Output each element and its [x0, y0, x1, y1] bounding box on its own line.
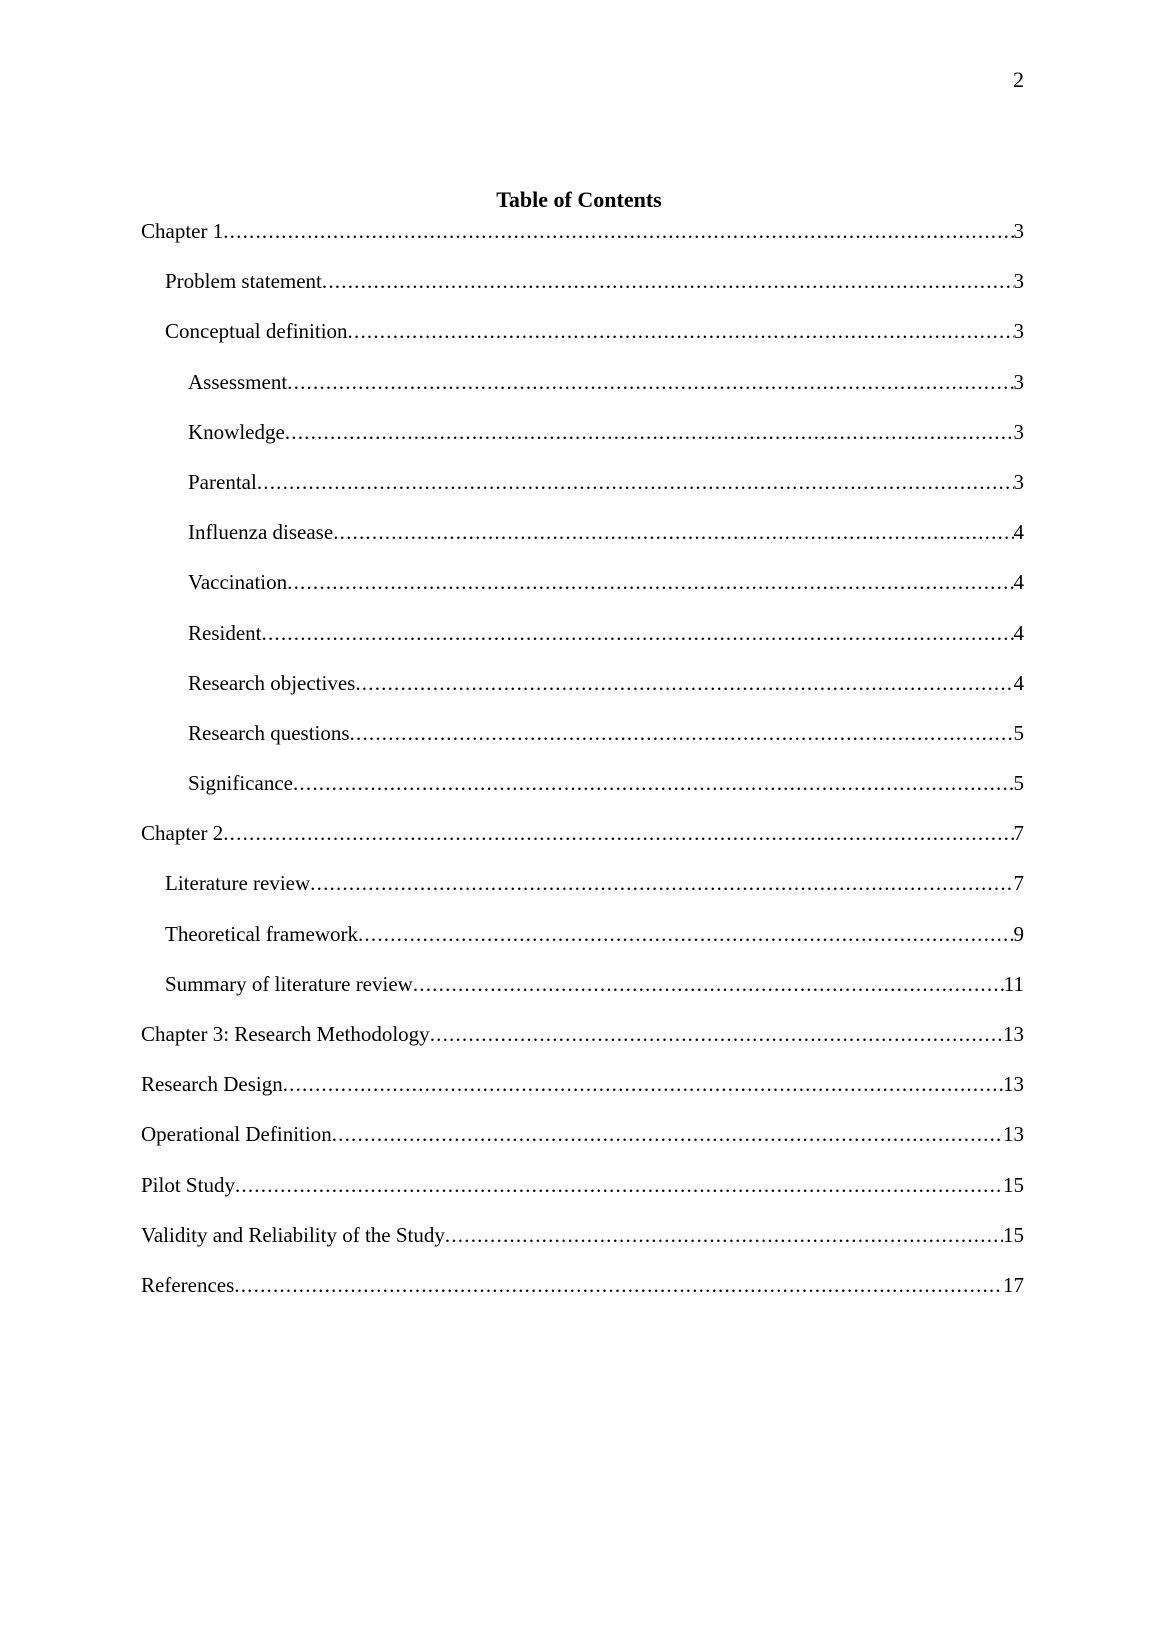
toc-entry-page: 13 [1003, 1022, 1024, 1046]
toc-entry-label: Significance [188, 771, 293, 796]
toc-dot-leader [310, 870, 1013, 896]
toc-entry-knowledge[interactable] [141, 419, 1024, 469]
toc-entry-label: Resident [188, 620, 262, 645]
toc-entry-label: Assessment [188, 369, 288, 394]
toc-entry-page: 4 [1013, 670, 1024, 695]
toc-dot-leader [293, 770, 1014, 796]
toc-entry-page: 7 [1013, 821, 1024, 846]
toc-entry-page: 5 [1013, 771, 1024, 796]
toc-entry-label: Operational Definition [141, 1122, 332, 1147]
toc-dot-leader [257, 469, 1014, 495]
toc-entry-pilot-study[interactable] [141, 1172, 1024, 1222]
toc-entry-chapter-2[interactable] [141, 820, 1024, 870]
toc-dot-leader [445, 1222, 1003, 1248]
toc-dot-leader [223, 820, 1013, 846]
toc-entry-research-objectives[interactable] [141, 670, 1024, 720]
toc-entry-label: Conceptual definition [165, 319, 348, 344]
toc-entry-label: Validity and Reliability of the Study [141, 1222, 445, 1247]
toc-entry-page: 3 [1013, 319, 1024, 344]
toc-entry-page: 17 [1003, 1272, 1024, 1297]
toc-entry-page: 5 [1013, 720, 1024, 745]
toc-entry-conceptual-definition[interactable] [141, 318, 1024, 368]
toc-dot-leader [285, 419, 1014, 445]
toc-entry-label: Problem statement [165, 269, 322, 294]
toc-dot-leader [348, 318, 1014, 344]
toc-dot-leader [413, 971, 1004, 997]
toc-entry-summary-of-literature-review[interactable] [141, 971, 1024, 1021]
toc-dot-leader [358, 921, 1014, 947]
toc-entry-chapter-1[interactable] [141, 218, 1024, 268]
toc-entry-label: Research objectives [188, 670, 356, 695]
toc-entry-influenza-disease[interactable] [141, 519, 1024, 569]
toc-entry-vaccination[interactable] [141, 569, 1024, 619]
toc-entry-page: 15 [1003, 1222, 1024, 1247]
toc-dot-leader [287, 369, 1013, 395]
toc-entry-resident[interactable] [141, 620, 1024, 670]
toc-dot-leader [332, 1121, 1003, 1147]
toc-entry-page: 3 [1013, 469, 1024, 494]
toc-entry-assessment[interactable] [141, 369, 1024, 419]
toc-entry-page: 4 [1013, 620, 1024, 645]
toc-entry-page: 4 [1013, 520, 1024, 545]
toc-entry-page: 9 [1013, 921, 1024, 946]
toc-dot-leader [322, 268, 1014, 294]
toc-entry-label: Influenza disease [188, 520, 334, 545]
toc-entry-page: 11 [1003, 971, 1024, 996]
toc-title: Table of Contents [496, 187, 662, 212]
toc-entry-problem-statement[interactable] [141, 268, 1024, 318]
toc-dot-leader [355, 670, 1013, 696]
toc-entry-literature-review[interactable] [141, 870, 1024, 920]
toc-entry-label: Summary of literature review [165, 971, 413, 996]
toc-entry-label: Chapter 1 [141, 219, 224, 243]
toc-entry-research-questions[interactable] [141, 720, 1024, 770]
toc-dot-leader [235, 1172, 1003, 1198]
toc-entry-page: 3 [1013, 269, 1024, 294]
toc-entry-page: 13 [1003, 1072, 1024, 1097]
toc-entry-label: Parental [188, 469, 257, 494]
toc-entry-theoretical-framework[interactable] [141, 921, 1024, 971]
toc-entry-operational-definition[interactable] [141, 1121, 1024, 1171]
toc-entry-label: Research questions [188, 720, 350, 745]
toc-entry-label: Pilot Study [141, 1172, 235, 1197]
toc-entry-label: Research Design [141, 1072, 283, 1097]
toc-entry-label: Theoretical framework [165, 921, 358, 946]
toc-list [141, 218, 1024, 1322]
toc-entry-significance[interactable] [141, 770, 1024, 820]
toc-dot-leader [350, 720, 1014, 746]
toc-entry-label: Literature review [165, 871, 311, 896]
page-number: 2 [1013, 67, 1024, 92]
toc-entry-label: Knowledge [188, 419, 285, 444]
toc-dot-leader [223, 218, 1013, 244]
toc-dot-leader [287, 569, 1013, 595]
toc-dot-leader [283, 1071, 1003, 1097]
toc-entry-research-design[interactable] [141, 1071, 1024, 1121]
toc-entry-label: Chapter 2 [141, 821, 224, 846]
toc-entry-page: 4 [1013, 570, 1024, 595]
toc-entry-label: References [141, 1272, 235, 1297]
toc-dot-leader [333, 519, 1013, 545]
toc-entry-label: Vaccination [188, 570, 288, 595]
toc-entry-parental[interactable] [141, 469, 1024, 519]
toc-dot-leader [262, 620, 1014, 646]
toc-entry-chapter-3[interactable] [141, 1021, 1024, 1071]
toc-entry-label: Chapter 3: Research Methodology [141, 1022, 430, 1046]
toc-entry-page: 7 [1013, 871, 1024, 896]
toc-entry-page: 3 [1013, 369, 1024, 394]
toc-entry-validity-and-reliability[interactable] [141, 1222, 1024, 1272]
toc-dot-leader [430, 1021, 1003, 1047]
toc-entry-page: 3 [1013, 419, 1024, 444]
toc-entry-references[interactable] [141, 1272, 1024, 1322]
toc-entry-page: 3 [1013, 219, 1024, 243]
toc-dot-leader [234, 1272, 1003, 1298]
toc-entry-page: 15 [1003, 1172, 1024, 1197]
toc-entry-page: 13 [1003, 1122, 1024, 1147]
